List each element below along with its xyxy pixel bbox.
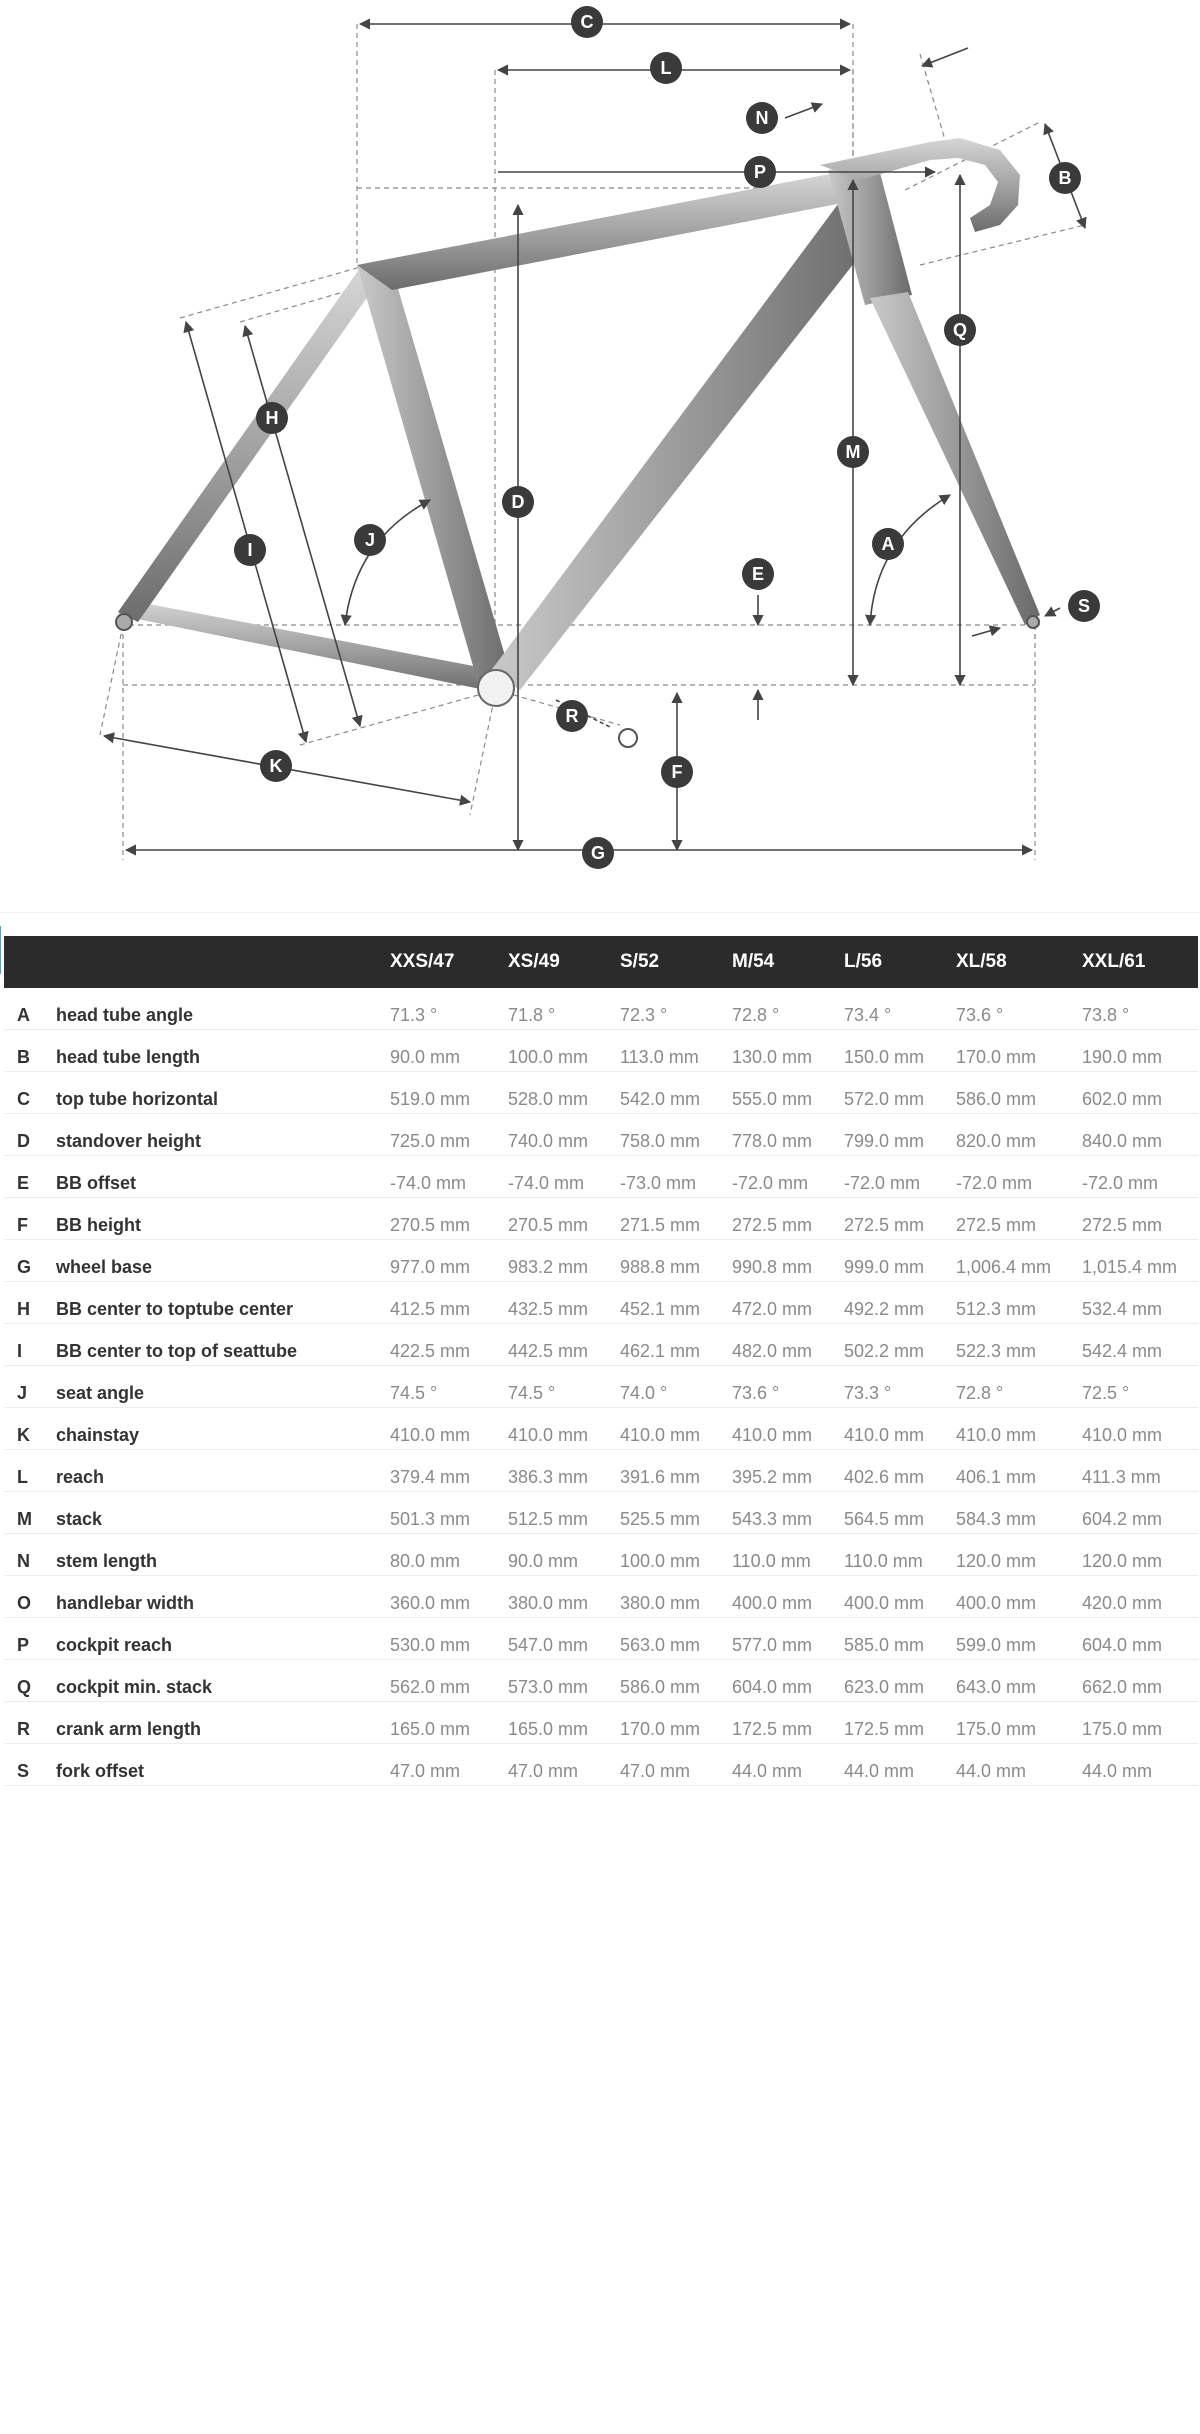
table-row — [4, 1324, 1198, 1366]
row-value: 604.2 mm — [1082, 1492, 1198, 1534]
row-value: 584.3 mm — [956, 1492, 1082, 1534]
row-value: 175.0 mm — [956, 1702, 1082, 1744]
row-value: 990.8 mm — [732, 1240, 844, 1282]
table-body — [4, 988, 1198, 1786]
label-N — [746, 102, 778, 134]
row-value: 472.0 mm — [732, 1282, 844, 1324]
row-name: chainstay — [56, 1408, 390, 1450]
row-value: 410.0 mm — [508, 1408, 620, 1450]
row-value: 586.0 mm — [956, 1072, 1082, 1114]
header-size: XXL/61 — [1082, 936, 1198, 988]
row-name: BB height — [56, 1198, 390, 1240]
row-value: 482.0 mm — [732, 1324, 844, 1366]
row-value: 501.3 mm — [390, 1492, 508, 1534]
table-row — [4, 1618, 1198, 1660]
row-name: BB offset — [56, 1156, 390, 1198]
row-value: 272.5 mm — [844, 1198, 956, 1240]
row-letter: O — [4, 1576, 56, 1618]
row-value: 599.0 mm — [956, 1618, 1082, 1660]
header-size: M/54 — [732, 936, 844, 988]
svg-text:M: M — [845, 442, 861, 462]
row-letter: N — [4, 1534, 56, 1576]
row-value: 547.0 mm — [508, 1618, 620, 1660]
row-value: 983.2 mm — [508, 1240, 620, 1282]
row-value: 44.0 mm — [844, 1744, 956, 1786]
row-letter: D — [4, 1114, 56, 1156]
row-name: crank arm length — [56, 1702, 390, 1744]
svg-text:C: C — [580, 12, 594, 32]
row-name: cockpit min. stack — [56, 1660, 390, 1702]
row-value: 71.8 ° — [508, 988, 620, 1030]
row-letter: M — [4, 1492, 56, 1534]
row-name: handlebar width — [56, 1576, 390, 1618]
row-value: 402.6 mm — [844, 1450, 956, 1492]
row-value: 90.0 mm — [508, 1534, 620, 1576]
row-letter: Q — [4, 1660, 56, 1702]
row-value: 555.0 mm — [732, 1072, 844, 1114]
svg-text:E: E — [751, 564, 765, 584]
row-value: 172.5 mm — [732, 1702, 844, 1744]
row-name: fork offset — [56, 1744, 390, 1786]
selection-marker — [0, 926, 1, 974]
row-value: 47.0 mm — [390, 1744, 508, 1786]
row-value: 271.5 mm — [620, 1198, 732, 1240]
row-value: 90.0 mm — [390, 1030, 508, 1072]
row-value: 380.0 mm — [508, 1576, 620, 1618]
table-row — [4, 988, 1198, 1030]
row-value: 400.0 mm — [956, 1576, 1082, 1618]
row-name: BB center to top of seattube — [56, 1324, 390, 1366]
svg-text:A: A — [881, 534, 895, 554]
row-value: 395.2 mm — [732, 1450, 844, 1492]
row-value: 120.0 mm — [956, 1534, 1082, 1576]
label-I — [234, 534, 266, 566]
row-letter: G — [4, 1240, 56, 1282]
row-value: 110.0 mm — [732, 1534, 844, 1576]
row-value: 360.0 mm — [390, 1576, 508, 1618]
row-value: 44.0 mm — [1082, 1744, 1198, 1786]
row-value: 120.0 mm — [1082, 1534, 1198, 1576]
svg-text:S: S — [1077, 596, 1091, 616]
row-name: head tube length — [56, 1030, 390, 1072]
row-name: BB center to toptube center — [56, 1282, 390, 1324]
row-letter: K — [4, 1408, 56, 1450]
row-letter: A — [4, 988, 56, 1030]
row-value: 73.4 ° — [844, 988, 956, 1030]
label-D — [502, 486, 534, 518]
row-value: 564.5 mm — [844, 1492, 956, 1534]
row-value: 100.0 mm — [508, 1030, 620, 1072]
row-value: 778.0 mm — [732, 1114, 844, 1156]
row-value: 72.3 ° — [620, 988, 732, 1030]
row-value: 410.0 mm — [390, 1408, 508, 1450]
table-row — [4, 1240, 1198, 1282]
row-value: 400.0 mm — [732, 1576, 844, 1618]
row-value: 150.0 mm — [844, 1030, 956, 1072]
table-row — [4, 1534, 1198, 1576]
row-value: 175.0 mm — [1082, 1702, 1198, 1744]
row-value: 740.0 mm — [508, 1114, 620, 1156]
svg-text:H: H — [265, 408, 279, 428]
table-row — [4, 1156, 1198, 1198]
row-name: reach — [56, 1450, 390, 1492]
row-value: 643.0 mm — [956, 1660, 1082, 1702]
label-F — [661, 756, 693, 788]
row-value: 412.5 mm — [390, 1282, 508, 1324]
svg-text:L: L — [660, 58, 672, 78]
row-letter: F — [4, 1198, 56, 1240]
header-blank — [56, 936, 390, 988]
table-row — [4, 1198, 1198, 1240]
svg-text:Q: Q — [952, 320, 968, 340]
row-value: 662.0 mm — [1082, 1660, 1198, 1702]
row-letter: R — [4, 1702, 56, 1744]
row-value: 452.1 mm — [620, 1282, 732, 1324]
row-value: -72.0 mm — [1082, 1156, 1198, 1198]
label-E — [742, 558, 774, 590]
row-value: 44.0 mm — [956, 1744, 1082, 1786]
row-value: 604.0 mm — [732, 1660, 844, 1702]
label-H — [256, 402, 288, 434]
label-J — [354, 524, 386, 556]
row-value: 758.0 mm — [620, 1114, 732, 1156]
row-value: 562.0 mm — [390, 1660, 508, 1702]
row-letter: L — [4, 1450, 56, 1492]
row-value: 130.0 mm — [732, 1030, 844, 1072]
row-value: 44.0 mm — [732, 1744, 844, 1786]
row-value: 380.0 mm — [620, 1576, 732, 1618]
label-L — [650, 52, 682, 84]
row-value: -73.0 mm — [620, 1156, 732, 1198]
row-value: 573.0 mm — [508, 1660, 620, 1702]
table-row — [4, 1660, 1198, 1702]
row-letter: P — [4, 1618, 56, 1660]
row-value: 411.3 mm — [1082, 1450, 1198, 1492]
row-value: 73.6 ° — [956, 988, 1082, 1030]
row-value: 170.0 mm — [620, 1702, 732, 1744]
row-value: 602.0 mm — [1082, 1072, 1198, 1114]
header-size: XXS/47 — [390, 936, 508, 988]
row-value: 502.2 mm — [844, 1324, 956, 1366]
row-value: 512.3 mm — [956, 1282, 1082, 1324]
row-name: stem length — [56, 1534, 390, 1576]
row-value: 400.0 mm — [844, 1576, 956, 1618]
row-value: 272.5 mm — [732, 1198, 844, 1240]
row-letter: J — [4, 1366, 56, 1408]
svg-text:J: J — [364, 530, 376, 550]
header-size: L/56 — [844, 936, 956, 988]
row-value: 110.0 mm — [844, 1534, 956, 1576]
row-value: 172.5 mm — [844, 1702, 956, 1744]
row-value: 73.6 ° — [732, 1366, 844, 1408]
row-value: 410.0 mm — [844, 1408, 956, 1450]
table-row — [4, 1492, 1198, 1534]
header-size: XS/49 — [508, 936, 620, 988]
row-value: 190.0 mm — [1082, 1030, 1198, 1072]
row-value: 999.0 mm — [844, 1240, 956, 1282]
table-row — [4, 1282, 1198, 1324]
label-B — [1049, 162, 1081, 194]
row-value: 623.0 mm — [844, 1660, 956, 1702]
row-value: 1,015.4 mm — [1082, 1240, 1198, 1282]
row-value: -72.0 mm — [732, 1156, 844, 1198]
row-value: 100.0 mm — [620, 1534, 732, 1576]
row-value: 422.5 mm — [390, 1324, 508, 1366]
row-value: 71.3 ° — [390, 988, 508, 1030]
bike-geometry-diagram — [0, 0, 1200, 900]
row-value: 532.4 mm — [1082, 1282, 1198, 1324]
svg-text:G: G — [590, 843, 606, 863]
row-value: 820.0 mm — [956, 1114, 1082, 1156]
row-value: 72.8 ° — [732, 988, 844, 1030]
row-value: 522.3 mm — [956, 1324, 1082, 1366]
row-value: 542.0 mm — [620, 1072, 732, 1114]
table-row — [4, 1114, 1198, 1156]
table-row — [4, 1576, 1198, 1618]
svg-text:B: B — [1058, 168, 1072, 188]
row-value: 542.4 mm — [1082, 1324, 1198, 1366]
svg-text:P: P — [753, 162, 767, 182]
table-row — [4, 1072, 1198, 1114]
row-value: 73.8 ° — [1082, 988, 1198, 1030]
row-value: 410.0 mm — [1082, 1408, 1198, 1450]
header-size: XL/58 — [956, 936, 1082, 988]
label-A — [872, 528, 904, 560]
row-value: 74.5 ° — [390, 1366, 508, 1408]
row-letter: H — [4, 1282, 56, 1324]
row-value: 432.5 mm — [508, 1282, 620, 1324]
row-value: 47.0 mm — [620, 1744, 732, 1786]
row-value: 74.0 ° — [620, 1366, 732, 1408]
row-value: 406.1 mm — [956, 1450, 1082, 1492]
row-name: standover height — [56, 1114, 390, 1156]
row-value: 165.0 mm — [508, 1702, 620, 1744]
row-value: 530.0 mm — [390, 1618, 508, 1660]
label-Q — [944, 314, 976, 346]
row-value: 725.0 mm — [390, 1114, 508, 1156]
row-value: 113.0 mm — [620, 1030, 732, 1072]
row-letter: I — [4, 1324, 56, 1366]
table-row — [4, 1450, 1198, 1492]
label-C — [571, 6, 603, 38]
svg-text:K: K — [269, 756, 283, 776]
table-row — [4, 1408, 1198, 1450]
label-M — [837, 436, 869, 468]
row-value: 270.5 mm — [508, 1198, 620, 1240]
svg-text:D: D — [511, 492, 525, 512]
row-value: 379.4 mm — [390, 1450, 508, 1492]
row-value: 72.8 ° — [956, 1366, 1082, 1408]
row-value: 410.0 mm — [732, 1408, 844, 1450]
row-value: 272.5 mm — [1082, 1198, 1198, 1240]
header-size: S/52 — [620, 936, 732, 988]
row-value: 1,006.4 mm — [956, 1240, 1082, 1282]
label-S — [1068, 590, 1100, 622]
table-row — [4, 1702, 1198, 1744]
table-row — [4, 1366, 1198, 1408]
row-value: 519.0 mm — [390, 1072, 508, 1114]
header-blank — [4, 936, 56, 988]
table-row — [4, 1030, 1198, 1072]
svg-text:F: F — [671, 762, 683, 782]
row-value: 442.5 mm — [508, 1324, 620, 1366]
row-value: 270.5 mm — [390, 1198, 508, 1240]
row-value: 73.3 ° — [844, 1366, 956, 1408]
row-value: 977.0 mm — [390, 1240, 508, 1282]
row-value: 528.0 mm — [508, 1072, 620, 1114]
row-value: 543.3 mm — [732, 1492, 844, 1534]
row-value: 462.1 mm — [620, 1324, 732, 1366]
table-row — [4, 1744, 1198, 1786]
row-letter: B — [4, 1030, 56, 1072]
label-P — [744, 156, 776, 188]
row-name: seat angle — [56, 1366, 390, 1408]
row-value: 80.0 mm — [390, 1534, 508, 1576]
svg-text:I: I — [247, 540, 253, 560]
row-value: 577.0 mm — [732, 1618, 844, 1660]
row-letter: E — [4, 1156, 56, 1198]
row-value: 492.2 mm — [844, 1282, 956, 1324]
row-value: 72.5 ° — [1082, 1366, 1198, 1408]
row-value: 272.5 mm — [956, 1198, 1082, 1240]
row-value: 420.0 mm — [1082, 1576, 1198, 1618]
row-value: 988.8 mm — [620, 1240, 732, 1282]
row-value: 74.5 ° — [508, 1366, 620, 1408]
row-value: 604.0 mm — [1082, 1618, 1198, 1660]
row-name: head tube angle — [56, 988, 390, 1030]
table-header-row — [4, 936, 1198, 988]
row-name: top tube horizontal — [56, 1072, 390, 1114]
row-value: 840.0 mm — [1082, 1114, 1198, 1156]
row-value: 512.5 mm — [508, 1492, 620, 1534]
row-letter: C — [4, 1072, 56, 1114]
row-letter: S — [4, 1744, 56, 1786]
row-value: -74.0 mm — [508, 1156, 620, 1198]
row-value: -72.0 mm — [844, 1156, 956, 1198]
row-value: 572.0 mm — [844, 1072, 956, 1114]
geometry-table — [4, 936, 1198, 1786]
label-K — [260, 750, 292, 782]
label-G — [582, 837, 614, 869]
row-value: 799.0 mm — [844, 1114, 956, 1156]
svg-text:R: R — [565, 706, 579, 726]
row-value: -74.0 mm — [390, 1156, 508, 1198]
label-R — [556, 700, 588, 732]
row-name: cockpit reach — [56, 1618, 390, 1660]
row-value: 170.0 mm — [956, 1030, 1082, 1072]
row-value: -72.0 mm — [956, 1156, 1082, 1198]
separator-line — [0, 912, 1200, 913]
bike-frame — [116, 138, 1040, 747]
row-name: stack — [56, 1492, 390, 1534]
row-name: wheel base — [56, 1240, 390, 1282]
row-value: 386.3 mm — [508, 1450, 620, 1492]
row-value: 47.0 mm — [508, 1744, 620, 1786]
svg-text:N: N — [755, 108, 769, 128]
row-value: 585.0 mm — [844, 1618, 956, 1660]
row-value: 410.0 mm — [620, 1408, 732, 1450]
row-value: 391.6 mm — [620, 1450, 732, 1492]
row-value: 165.0 mm — [390, 1702, 508, 1744]
row-value: 410.0 mm — [956, 1408, 1082, 1450]
row-value: 525.5 mm — [620, 1492, 732, 1534]
row-value: 563.0 mm — [620, 1618, 732, 1660]
row-value: 586.0 mm — [620, 1660, 732, 1702]
